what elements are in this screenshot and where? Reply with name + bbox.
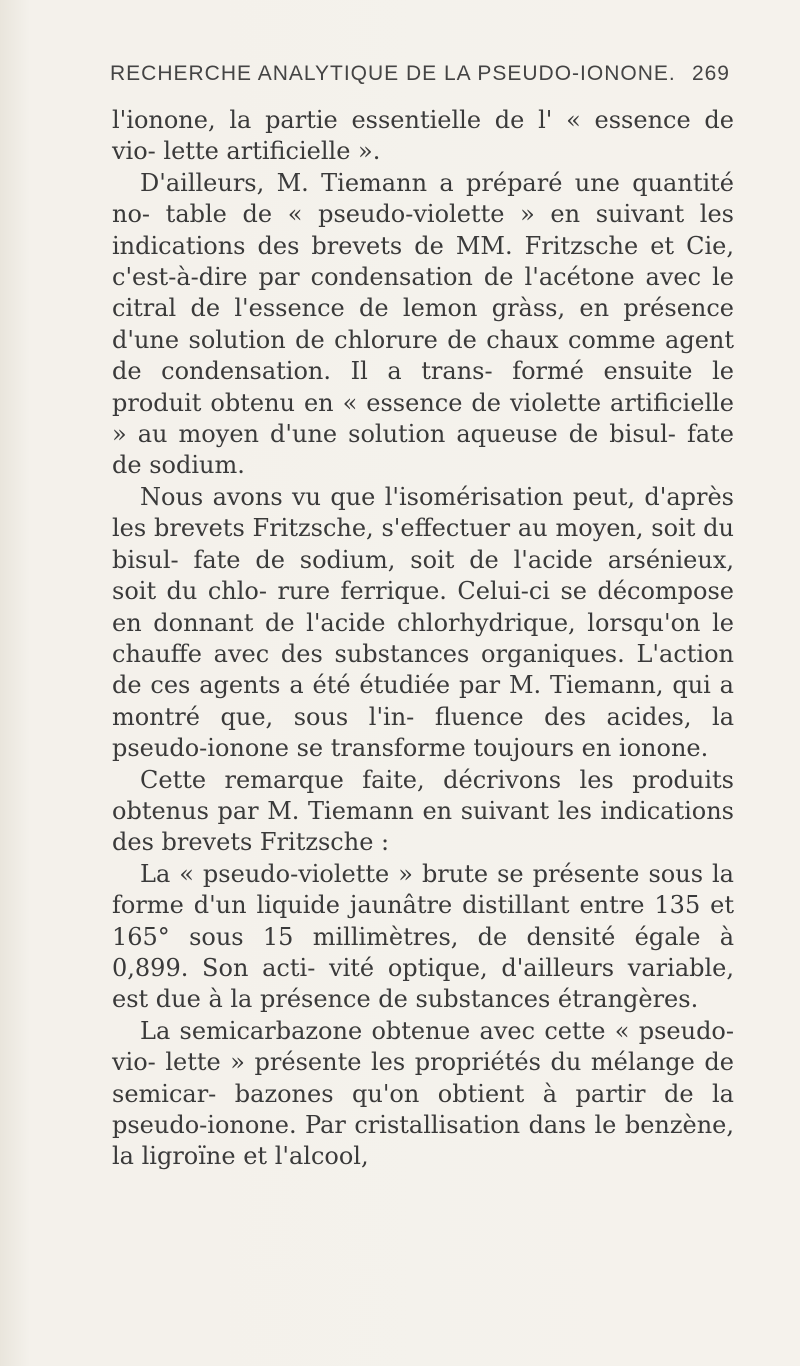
running-header xyxy=(110,62,730,92)
body-text xyxy=(112,105,734,1173)
header-title: RECHERCHE ANALYTIQUE DE LA PSEUDO-IONONE. xyxy=(110,62,676,85)
paragraph-6: La semicarbazone obtenue avec cette « pseudo-vio- lette » présente les propriétés du mélange de semicar- bazones qu'on obtient à partir de la pseudo-ionone. Par cristallisation dans le benzène, la ligroïne et l'alcool, xyxy=(112,1016,734,1171)
paragraph-3: Nous avons vu que l'isomérisation peut, d'après les brevets Fritzsche, s'effectuer au moyen, soit du bisul- fate de sodium, soit de l'acide arsénieux, soit du chlo- rure ferrique. Celui-ci se décompose en donnant de l'acide chlorhydrique, lorsqu'on le chauffe avec des substances organiques. L'action de ces agents a été étudiée par M. Tiemann, qui a montré que, sous l'in- fluence des acides, la pseudo-ionone se transforme toujours en ionone. xyxy=(112,482,734,763)
paragraph-2: D'ailleurs, M. Tiemann a préparé une quantité no- table de « pseudo-violette » en suivant les indications des brevets de MM. Fritzsche et Cie, c'est-à-dire par condensation de l'acétone avec le citral de l'essence de lemon gràss, en présence d'une solution de chlorure de chaux comme agent de condensation. Il a trans- formé ensuite le produit obtenu en « essence de violette artificielle » au moyen d'une solution aqueuse de bisul- fate de sodium. xyxy=(112,168,734,480)
paragraph-4: Cette remarque faite, décrivons les produits obtenus par M. Tiemann en suivant les indications des brevets Fritzsche : xyxy=(112,765,734,857)
paragraph-5: La « pseudo-violette » brute se présente sous la forme d'un liquide jaunâtre distillant entre 135 et 165° sous 15 millimètres, de densité égale à 0,899. Son acti- vité optique, d'ailleurs variable, est due à la présence de substances étrangères. xyxy=(112,859,734,1014)
page-number: 269 xyxy=(691,62,730,85)
paragraph-1: l'ionone, la partie essentielle de l' « essence de vio- lette artificielle ». xyxy=(112,106,734,166)
